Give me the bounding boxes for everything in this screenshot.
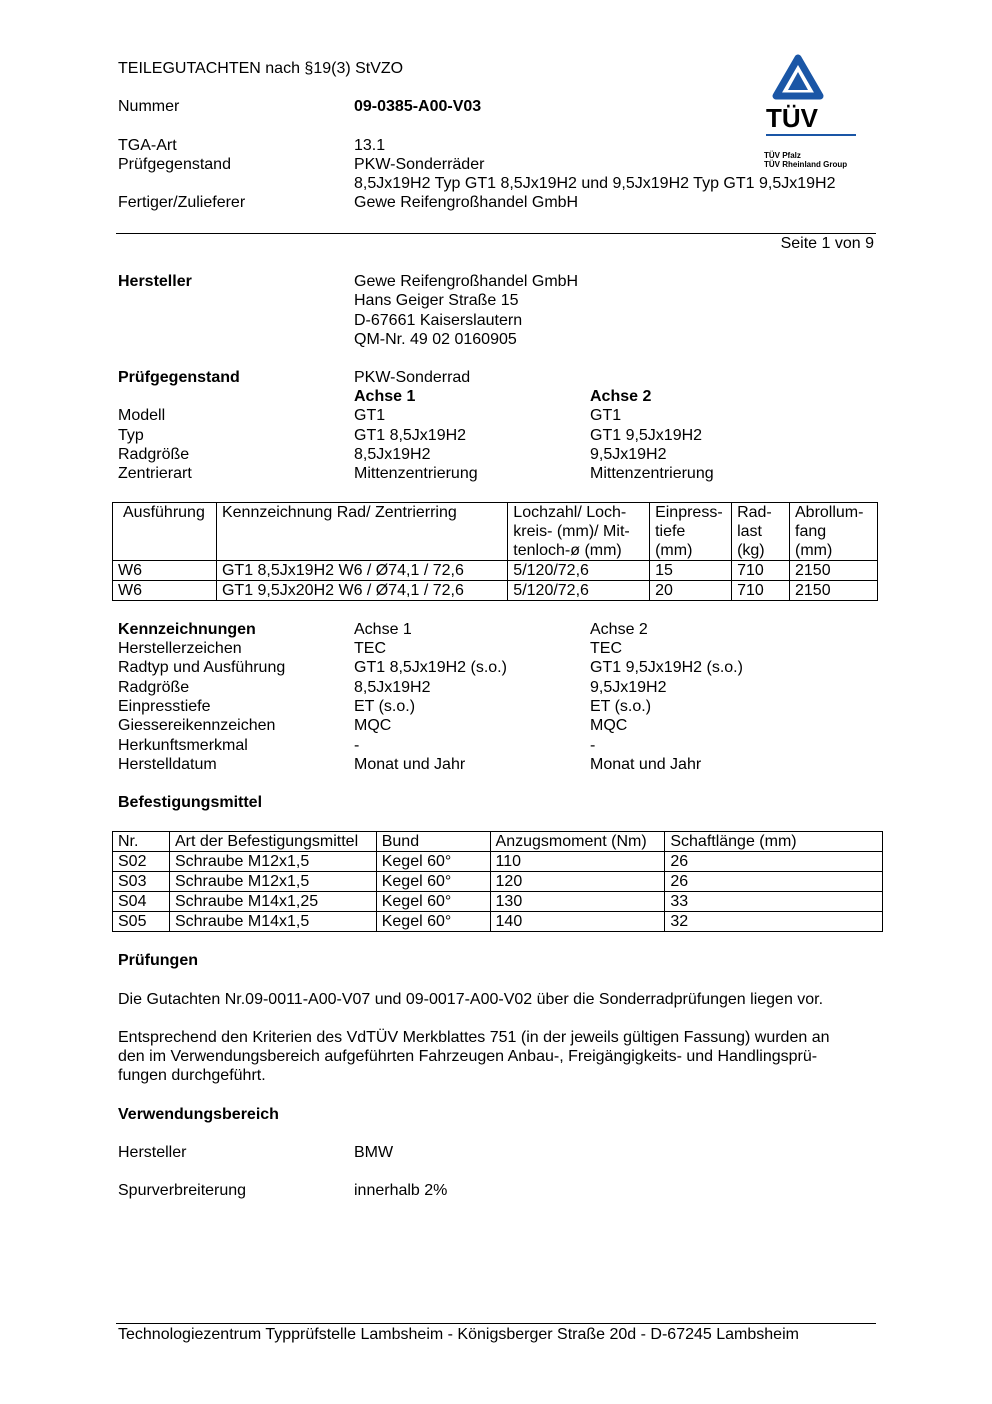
table-cell: S02 xyxy=(113,852,170,872)
kz-row-a2: TEC xyxy=(590,640,622,657)
pg-row-label: Zentrierart xyxy=(118,465,192,482)
table-cell: Kegel 60° xyxy=(376,892,490,912)
table-cell: Schraube M14x1,25 xyxy=(169,892,376,912)
table-cell: 32 xyxy=(665,912,883,932)
table-cell: 110 xyxy=(490,852,665,872)
table-cell: Kegel 60° xyxy=(376,872,490,892)
pruefgegenstand-value: PKW-Sonderräder xyxy=(354,156,485,173)
table-cell: S03 xyxy=(113,872,170,892)
tuev-logo-sub2: TÜV Rheinland Group xyxy=(764,160,848,169)
pg-row-a1: GT1 xyxy=(354,407,386,424)
kz-row-a2: MQC xyxy=(590,717,628,734)
pruefgegenstand-types: 8,5Jx19H2 Typ GT1 8,5Jx19H2 und 9,5Jx19H2 Typ GT1 9,5Jx19H2 xyxy=(354,175,836,192)
pruefungen-para2-line: fungen durchgeführt. xyxy=(118,1067,266,1084)
befestigung-header-cell: Bund xyxy=(376,832,490,852)
table-cell: 20 xyxy=(650,581,732,601)
table-cell: S05 xyxy=(113,912,170,932)
kz-row-label: Herstellerzeichen xyxy=(118,640,242,657)
kz-row-label: Radtyp und Ausführung xyxy=(118,659,286,676)
wheel-header-cell: Ausführung xyxy=(113,503,217,561)
table-row xyxy=(113,912,883,932)
hersteller-line: QM-Nr. 49 02 0160905 xyxy=(354,331,517,348)
pg-row-label: Radgröße xyxy=(118,446,190,463)
kz-row-a2: GT1 9,5Jx19H2 (s.o.) xyxy=(590,659,743,676)
befestigung-header-cell: Nr. xyxy=(113,832,170,852)
kz-achse2-header: Achse 2 xyxy=(590,621,648,638)
table-cell: Schraube M12x1,5 xyxy=(169,872,376,892)
table-cell: 26 xyxy=(665,872,883,892)
kz-row-label: Einpresstiefe xyxy=(118,698,211,715)
wheel-header-cell: Kennzeichnung Rad/ Zentrierring xyxy=(216,503,507,561)
pg-row-a1: Mittenzentrierung xyxy=(354,465,478,482)
pruefungen-para2-line: den im Verwendungsbereich aufgeführten Fahrzeugen Anbau-, Freigängigkeits- und Handlingsprü- xyxy=(118,1048,818,1065)
kz-row-a2: - xyxy=(590,737,596,754)
befestigung-table xyxy=(112,831,883,932)
kz-row-a2: Monat und Jahr xyxy=(590,756,702,773)
tga-label: TGA-Art xyxy=(118,137,177,154)
kz-row-label: Herstelldatum xyxy=(118,756,217,773)
kz-row-a2: ET (s.o.) xyxy=(590,698,652,715)
pruefgegenstand-label: Prüfgegenstand xyxy=(118,156,231,173)
verwendung-hersteller-label: Hersteller xyxy=(118,1144,187,1161)
befestigung-header-cell: Schaftlänge (mm) xyxy=(665,832,883,852)
kz-label: Kennzeichnungen xyxy=(118,621,256,638)
table-cell: 33 xyxy=(665,892,883,912)
table-cell: 140 xyxy=(490,912,665,932)
pg-achse2-header: Achse 2 xyxy=(590,388,652,405)
nummer-label: Nummer xyxy=(118,98,180,115)
wheel-header-cell: Lochzahl/ Loch- kreis- (mm)/ Mit- tenloch-ø (mm) xyxy=(508,503,650,561)
tuev-logo xyxy=(760,52,860,174)
wheel-header-cell: Einpress- tiefe (mm) xyxy=(650,503,732,561)
table-cell: 26 xyxy=(665,852,883,872)
hersteller-line: D-67661 Kaiserslautern xyxy=(354,312,523,329)
table-cell: 15 xyxy=(650,561,732,581)
kz-row-a1: TEC xyxy=(354,640,386,657)
table-cell: 710 xyxy=(732,581,790,601)
table-cell: Schraube M12x1,5 xyxy=(169,852,376,872)
wheel-header-cell: Abrollum- fang (mm) xyxy=(790,503,878,561)
pg-achse1-header: Achse 1 xyxy=(354,388,416,405)
table-row xyxy=(113,561,878,581)
pg-row-label: Modell xyxy=(118,407,166,424)
pg-row-a2: GT1 xyxy=(590,407,622,424)
hersteller-line: Gewe Reifengroßhandel GmbH xyxy=(354,273,579,290)
table-cell: 130 xyxy=(490,892,665,912)
table-cell: Schraube M14x1,5 xyxy=(169,912,376,932)
hersteller-line: Hans Geiger Straße 15 xyxy=(354,292,519,309)
pg-row-a2: GT1 9,5Jx19H2 xyxy=(590,427,703,444)
verwendung-spur-value: innerhalb 2% xyxy=(354,1182,448,1199)
table-cell: 710 xyxy=(732,561,790,581)
footer-divider xyxy=(116,1323,876,1324)
header-divider xyxy=(116,233,876,234)
table-cell: W6 xyxy=(113,581,217,601)
table-cell: Kegel 60° xyxy=(376,852,490,872)
wheel-header-cell: Rad- last (kg) xyxy=(732,503,790,561)
befestigung-header-cell: Art der Befestigungsmittel xyxy=(169,832,376,852)
verwendung-hersteller-value: BMW xyxy=(354,1144,394,1161)
table-cell: S04 xyxy=(113,892,170,912)
footer-text: Technologiezentrum Typprüfstelle Lambsheim - Königsberger Straße 20d - D-67245 Lambsheim xyxy=(118,1326,799,1343)
kz-row-a2: 9,5Jx19H2 xyxy=(590,679,667,696)
wheel-table xyxy=(112,502,878,601)
wheel-table-header-row xyxy=(113,503,878,561)
tga-value: 13.1 xyxy=(354,137,386,154)
pruefungen-para2-line: Entsprechend den Kriterien des VdTÜV Merkblattes 751 (in der jeweils gültigen Fassung) wurden an xyxy=(118,1029,830,1046)
pruefungen-label: Prüfungen xyxy=(118,952,198,969)
table-cell: 2150 xyxy=(790,561,878,581)
fertiger-value: Gewe Reifengroßhandel GmbH xyxy=(354,194,579,211)
table-cell: 5/120/72,6 xyxy=(508,581,650,601)
kz-row-a1: 8,5Jx19H2 xyxy=(354,679,431,696)
verwendung-spur-label: Spurverbreiterung xyxy=(118,1182,247,1199)
kz-row-a1: GT1 8,5Jx19H2 (s.o.) xyxy=(354,659,507,676)
hersteller-label: Hersteller xyxy=(118,273,192,290)
kz-row-a1: MQC xyxy=(354,717,392,734)
page-info: Seite 1 von 9 xyxy=(780,235,874,252)
document-title: TEILEGUTACHTEN nach §19(3) StVZO xyxy=(118,60,404,77)
table-row xyxy=(113,852,883,872)
kz-row-a1: - xyxy=(354,737,360,754)
pg-row-a2: 9,5Jx19H2 xyxy=(590,446,667,463)
table-row xyxy=(113,872,883,892)
fertiger-label: Fertiger/Zulieferer xyxy=(118,194,246,211)
befestigung-header-row xyxy=(113,832,883,852)
table-cell: W6 xyxy=(113,561,217,581)
pg-row-a2: Mittenzentrierung xyxy=(590,465,714,482)
pg-value: PKW-Sonderrad xyxy=(354,369,471,386)
table-cell: 120 xyxy=(490,872,665,892)
pg-label: Prüfgegenstand xyxy=(118,369,240,386)
kz-row-a1: Monat und Jahr xyxy=(354,756,466,773)
nummer-value: 09-0385-A00-V03 xyxy=(354,98,482,115)
pruefungen-para1: Die Gutachten Nr.09-0011-A00-V07 und 09-0017-A00-V02 über die Sonderradprüfungen liegen vor. xyxy=(118,991,824,1008)
kz-row-label: Herkunftsmerkmal xyxy=(118,737,248,754)
table-cell: 2150 xyxy=(790,581,878,601)
table-cell: GT1 8,5Jx19H2 W6 / Ø74,1 / 72,6 xyxy=(216,561,507,581)
kz-row-label: Radgröße xyxy=(118,679,190,696)
table-row xyxy=(113,581,878,601)
pg-row-label: Typ xyxy=(118,427,144,444)
table-cell: GT1 9,5Jx20H2 W6 / Ø74,1 / 72,6 xyxy=(216,581,507,601)
verwendung-label: Verwendungsbereich xyxy=(118,1106,279,1123)
kz-row-label: Giessereikennzeichen xyxy=(118,717,276,734)
pg-row-a1: GT1 8,5Jx19H2 xyxy=(354,427,467,444)
kz-row-a1: ET (s.o.) xyxy=(354,698,416,715)
table-cell: 5/120/72,6 xyxy=(508,561,650,581)
table-cell: Kegel 60° xyxy=(376,912,490,932)
tuev-logo-text: TÜV xyxy=(766,103,818,133)
befestigung-header-cell: Anzugsmoment (Nm) xyxy=(490,832,665,852)
pg-row-a1: 8,5Jx19H2 xyxy=(354,446,431,463)
tuev-logo-sub1: TÜV Pfalz xyxy=(764,151,801,160)
table-row xyxy=(113,892,883,912)
kz-achse1-header: Achse 1 xyxy=(354,621,412,638)
befestigung-label: Befestigungsmittel xyxy=(118,794,263,811)
